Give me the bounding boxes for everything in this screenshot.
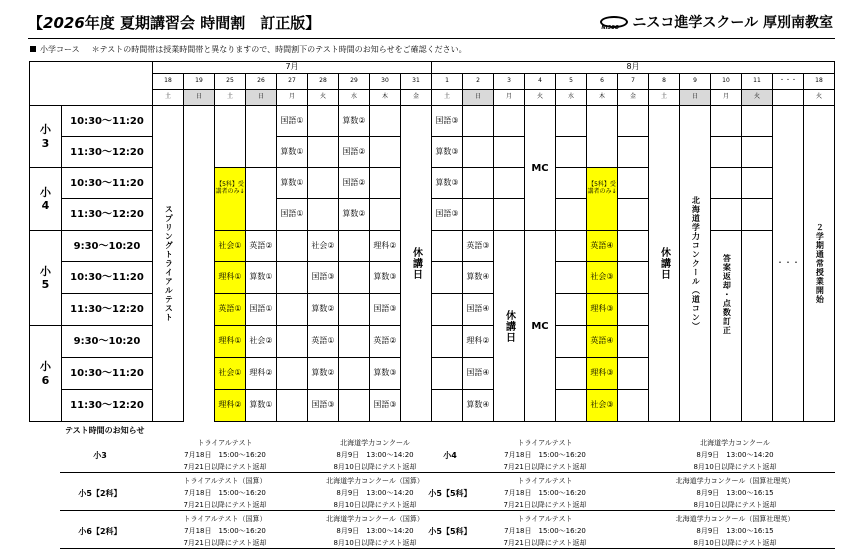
class-cell: 算数③ xyxy=(369,261,401,294)
class-cell: 理科① xyxy=(214,261,246,294)
class-cell xyxy=(586,105,618,168)
notice-test-time: 7月18日 15:00～16:20 xyxy=(504,451,586,459)
class-cell xyxy=(276,357,308,390)
day-weekday: 月 xyxy=(276,89,308,106)
class-cell: 国語③ xyxy=(431,198,463,231)
five-subject-notice: 【5科】受講者のみ↓ xyxy=(586,167,618,231)
class-cell xyxy=(214,105,246,168)
class-cell: 英語① xyxy=(307,325,339,358)
class-cell: 理科③ xyxy=(586,293,618,326)
class-cell: 国語③ xyxy=(369,389,401,422)
class-cell: 算数① xyxy=(276,167,308,199)
notice-test-name: 北海道学力コンクール（国算） xyxy=(326,515,424,523)
day-weekday: 火 xyxy=(307,89,339,106)
notice-grade-left: 小6【2科】 xyxy=(78,527,122,536)
time-slot: 10:30～11:20 xyxy=(61,261,153,294)
time-slot: 9:30～10:20 xyxy=(61,325,153,358)
class-cell xyxy=(338,293,370,326)
notice-test-name: トライアルテスト xyxy=(517,477,573,485)
grade-label: 小 6 xyxy=(29,325,62,422)
timetable xyxy=(29,61,834,421)
day-weekday: 日 xyxy=(245,89,277,106)
time-slot: 11:30～12:20 xyxy=(61,198,153,231)
class-cell: 国語③ xyxy=(307,389,339,422)
class-cell xyxy=(493,136,525,168)
class-cell xyxy=(617,357,649,390)
notice-test-name: トライアルテスト xyxy=(517,515,573,523)
class-cell xyxy=(276,389,308,422)
class-cell xyxy=(369,105,401,137)
day-weekday: 土 xyxy=(214,89,246,106)
notice-return-date: 7月21日以降にテスト返却 xyxy=(183,501,267,509)
hokkaido-contest-span: 北海道学力コンクール（道コン） xyxy=(679,105,711,422)
course-note xyxy=(30,44,467,55)
grade-label: 小 5 xyxy=(29,230,62,326)
notice-test-name: トライアルテスト xyxy=(517,439,573,447)
day-weekday: 土 xyxy=(648,89,680,106)
class-cell xyxy=(276,325,308,358)
notice-return-date: 7月21日以降にテスト返却 xyxy=(503,501,587,509)
brand xyxy=(600,12,833,32)
class-cell: 社会② xyxy=(307,230,339,262)
class-cell xyxy=(555,136,587,168)
class-cell xyxy=(462,105,494,137)
notice-test-time: 7月18日 15:00～16:20 xyxy=(184,527,266,535)
class-cell xyxy=(307,105,339,137)
class-cell xyxy=(493,198,525,231)
class-cell xyxy=(338,389,370,422)
class-cell xyxy=(555,105,587,137)
day-number: 10 xyxy=(710,73,742,90)
class-cell xyxy=(369,198,401,231)
class-cell xyxy=(555,325,587,358)
kyuko-span: 休講日 xyxy=(400,105,432,422)
class-cell: 国語③ xyxy=(307,261,339,294)
class-cell: 算数② xyxy=(307,357,339,390)
day-weekday: 日 xyxy=(679,89,711,106)
day-number: 5 xyxy=(555,73,587,90)
bullet-square-icon xyxy=(30,46,36,52)
notice-test-time: 7月18日 15:00～16:20 xyxy=(504,489,586,497)
day-weekday: 月 xyxy=(493,89,525,106)
class-cell xyxy=(431,325,463,358)
day-number: 25 xyxy=(214,73,246,90)
class-cell xyxy=(617,325,649,358)
day-weekday: 月 xyxy=(710,89,742,106)
time-slot: 10:30～11:20 xyxy=(61,105,153,137)
class-cell xyxy=(617,261,649,294)
class-cell: 国語① xyxy=(245,293,277,326)
class-cell xyxy=(307,167,339,199)
class-cell xyxy=(555,230,587,262)
day-number: 9 xyxy=(679,73,711,90)
notice-test-time: 8月9日 13:00～14:20 xyxy=(336,451,414,459)
notice-test-name: 北海道学力コンクール xyxy=(700,439,770,447)
day-number: 8 xyxy=(648,73,680,90)
time-slot: 10:30～11:20 xyxy=(61,357,153,390)
class-cell: 算数④ xyxy=(462,261,494,294)
class-cell xyxy=(741,230,773,422)
notice-test-time: 7月18日 15:00～16:20 xyxy=(184,451,266,459)
class-cell xyxy=(276,230,308,262)
class-cell xyxy=(462,198,494,231)
class-cell: 算数③ xyxy=(369,357,401,390)
test-notice xyxy=(60,436,835,548)
spring-trial-test: スプリングトライアルテスト xyxy=(152,105,184,422)
class-cell: 英語② xyxy=(369,325,401,358)
time-slot: 9:30～10:20 xyxy=(61,230,153,262)
notice-test-name: 北海道学力コンクール xyxy=(340,439,410,447)
class-cell xyxy=(369,167,401,199)
day-number: 4 xyxy=(524,73,556,90)
class-cell xyxy=(741,105,773,137)
class-cell: 理科② xyxy=(245,357,277,390)
day-number: 18 xyxy=(152,73,184,90)
notice-return-date: 7月21日以降にテスト返却 xyxy=(183,539,267,547)
notice-test-name: 北海道学力コンクール（国算） xyxy=(326,477,424,485)
notice-test-name: トライアルテスト xyxy=(197,439,253,447)
grade-label: 小 3 xyxy=(29,105,62,168)
notice-test-time: 8月9日 13:00～16:15 xyxy=(696,489,774,497)
class-cell: 国語① xyxy=(276,105,308,137)
course-label: 小学コース xyxy=(40,45,80,54)
class-cell xyxy=(555,357,587,390)
day-number: 28 xyxy=(307,73,339,90)
notice-test-name: 北海道学力コンクール（国算社理英） xyxy=(675,477,795,485)
class-cell xyxy=(493,105,525,137)
notice-grade-left: 小3 xyxy=(93,451,107,460)
notice-divider xyxy=(60,510,835,511)
class-cell xyxy=(617,136,649,168)
day-number: ・・・ xyxy=(772,73,804,90)
notice-test-name: トライアルテスト（国算） xyxy=(183,477,267,485)
class-cell: 理科① xyxy=(214,325,246,358)
notice-divider xyxy=(60,472,835,473)
class-cell xyxy=(338,357,370,390)
day-number: 31 xyxy=(400,73,432,90)
class-cell: 理科③ xyxy=(586,357,618,390)
day-number: 30 xyxy=(369,73,401,90)
note-text: ＊テストの時間帯は授業時間帯と異なりますので、時間割下のテスト時間のお知らせをご確認ください。 xyxy=(91,45,467,54)
grade-label: 小 4 xyxy=(29,167,62,231)
notice-test-time: 8月9日 13:00～16:15 xyxy=(696,527,774,535)
class-cell: 社会② xyxy=(245,325,277,358)
class-cell: 国語④ xyxy=(462,357,494,390)
class-cell xyxy=(617,230,649,262)
dots-span: ・・・ xyxy=(772,105,804,422)
day-number: 6 xyxy=(586,73,618,90)
class-cell xyxy=(462,136,494,168)
day-weekday xyxy=(772,89,804,106)
class-cell xyxy=(617,105,649,137)
class-cell xyxy=(493,167,525,199)
class-cell xyxy=(245,167,277,231)
class-cell: 国語② xyxy=(338,136,370,168)
class-cell xyxy=(710,105,742,168)
class-cell: 算数② xyxy=(338,198,370,231)
notice-grade-right: 小4 xyxy=(443,451,457,460)
notice-test-time: 8月9日 13:00～14:20 xyxy=(696,451,774,459)
notice-grade-left: 小5【2科】 xyxy=(78,489,122,498)
class-cell: 社会① xyxy=(214,230,246,262)
notice-test-name: トライアルテスト（国算） xyxy=(183,515,267,523)
class-cell: 算数③ xyxy=(431,136,463,168)
class-cell xyxy=(555,293,587,326)
time-slot: 11:30～12:20 xyxy=(61,136,153,168)
class-cell: 国語④ xyxy=(462,293,494,326)
class-cell xyxy=(338,230,370,262)
day-number: 26 xyxy=(245,73,277,90)
title-rule xyxy=(28,38,835,39)
day-weekday: 日 xyxy=(462,89,494,106)
class-cell: 英語② xyxy=(245,230,277,262)
notice-test-time: 7月18日 15:00～16:20 xyxy=(504,527,586,535)
class-cell xyxy=(617,167,649,199)
notice-title: テスト時間のお知らせ xyxy=(65,426,145,435)
five-subject-notice: 【5科】受講者のみ↓ xyxy=(214,167,246,231)
class-cell xyxy=(555,261,587,294)
class-cell xyxy=(741,136,773,168)
class-cell: 社会③ xyxy=(586,261,618,294)
day-number: 7 xyxy=(617,73,649,90)
class-cell: 理科② xyxy=(462,325,494,358)
mc-span: MC xyxy=(524,105,556,231)
time-slot: 10:30～11:20 xyxy=(61,167,153,199)
class-cell xyxy=(307,136,339,168)
class-cell: 国語② xyxy=(338,167,370,199)
second-term-span: ２学期通常授業開始 xyxy=(803,105,835,422)
day-number: 1 xyxy=(431,73,463,90)
day-weekday: 金 xyxy=(400,89,432,106)
day-number: 19 xyxy=(183,73,215,90)
day-weekday: 土 xyxy=(152,89,184,106)
class-cell xyxy=(617,198,649,231)
notice-return-date: 8月10日以降にテスト返却 xyxy=(693,501,777,509)
notice-grade-right: 小5【5科】 xyxy=(428,489,472,498)
class-cell: 理科② xyxy=(214,389,246,422)
day-number: 3 xyxy=(493,73,525,90)
class-cell xyxy=(462,167,494,199)
notice-divider xyxy=(60,548,835,549)
page-title: 【2026年度 夏期講習会 時間割 訂正版】 xyxy=(28,14,321,32)
class-cell xyxy=(431,293,463,326)
day-weekday: 火 xyxy=(803,89,835,106)
class-cell xyxy=(245,105,277,168)
day-weekday: 日 xyxy=(183,89,215,106)
time-slot: 11:30～12:20 xyxy=(61,293,153,326)
class-cell xyxy=(617,293,649,326)
day-weekday: 火 xyxy=(741,89,773,106)
day-number: 2 xyxy=(462,73,494,90)
day-weekday: 水 xyxy=(555,89,587,106)
day-weekday: 水 xyxy=(338,89,370,106)
class-cell: 理科② xyxy=(369,230,401,262)
time-slot: 11:30～12:20 xyxy=(61,389,153,422)
class-cell xyxy=(555,167,587,199)
notice-test-name: 北海道学力コンクール（国算社理英） xyxy=(675,515,795,523)
class-cell xyxy=(276,293,308,326)
notice-return-date: 7月21日以降にテスト返却 xyxy=(503,463,587,471)
class-cell xyxy=(431,261,463,294)
class-cell: 社会③ xyxy=(586,389,618,422)
day-number: 27 xyxy=(276,73,308,90)
day-number: 29 xyxy=(338,73,370,90)
month-august: 8月 xyxy=(431,61,835,74)
notice-test-time: 7月18日 15:00～16:20 xyxy=(184,489,266,497)
month-july: 7月 xyxy=(152,61,432,74)
header-corner xyxy=(29,61,153,106)
kyuko-span: 休講日 xyxy=(648,105,680,422)
class-cell xyxy=(431,230,463,262)
kyuko-span: 休講日 xyxy=(493,230,525,422)
class-cell xyxy=(307,198,339,231)
class-cell: 英語④ xyxy=(586,230,618,262)
class-cell xyxy=(741,167,773,199)
day-weekday: 木 xyxy=(369,89,401,106)
class-cell: 算数④ xyxy=(462,389,494,422)
day-number: 18 xyxy=(803,73,835,90)
day-weekday: 金 xyxy=(617,89,649,106)
class-cell: 英語③ xyxy=(462,230,494,262)
nisco-logo-icon: NISCO xyxy=(600,14,626,30)
day-number: 11 xyxy=(741,73,773,90)
class-cell xyxy=(338,261,370,294)
class-cell xyxy=(431,389,463,422)
class-cell xyxy=(741,198,773,231)
notice-return-date: 8月10日以降にテスト返却 xyxy=(333,463,417,471)
class-cell xyxy=(338,325,370,358)
notice-grade-right: 小5【5科】 xyxy=(428,527,472,536)
notice-return-date: 7月21日以降にテスト返却 xyxy=(183,463,267,471)
class-cell: 国語① xyxy=(276,198,308,231)
mc-span: MC xyxy=(524,230,556,422)
notice-test-time: 8月9日 13:00～14:20 xyxy=(336,527,414,535)
class-cell: 英語① xyxy=(214,293,246,326)
class-cell xyxy=(555,389,587,422)
class-cell: 算数① xyxy=(245,261,277,294)
class-cell: 算数① xyxy=(276,136,308,168)
class-cell: 社会① xyxy=(214,357,246,390)
class-cell xyxy=(617,389,649,422)
notice-return-date: 8月10日以降にテスト返却 xyxy=(333,501,417,509)
class-cell xyxy=(276,261,308,294)
class-cell: 英語④ xyxy=(586,325,618,358)
day-weekday: 火 xyxy=(524,89,556,106)
class-cell xyxy=(431,357,463,390)
notice-return-date: 8月10日以降にテスト返却 xyxy=(693,539,777,547)
notice-return-date: 8月10日以降にテスト返却 xyxy=(333,539,417,547)
class-cell: 算数③ xyxy=(431,167,463,199)
class-cell xyxy=(369,136,401,168)
notice-return-date: 8月10日以降にテスト返却 xyxy=(693,463,777,471)
class-cell: 国語③ xyxy=(369,293,401,326)
class-cell: 算数① xyxy=(245,389,277,422)
day-weekday: 土 xyxy=(431,89,463,106)
notice-return-date: 7月21日以降にテスト返却 xyxy=(503,539,587,547)
day-weekday: 木 xyxy=(586,89,618,106)
class-cell xyxy=(555,198,587,231)
class-cell: 算数② xyxy=(338,105,370,137)
school-name: ニスコ進学スクール 厚別南教室 xyxy=(632,15,833,31)
notice-test-time: 8月9日 13:00～14:20 xyxy=(336,489,414,497)
answer-return-span: 答案返却・点数訂正 xyxy=(710,167,742,422)
class-cell: 国語③ xyxy=(431,105,463,137)
class-cell: 算数② xyxy=(307,293,339,326)
